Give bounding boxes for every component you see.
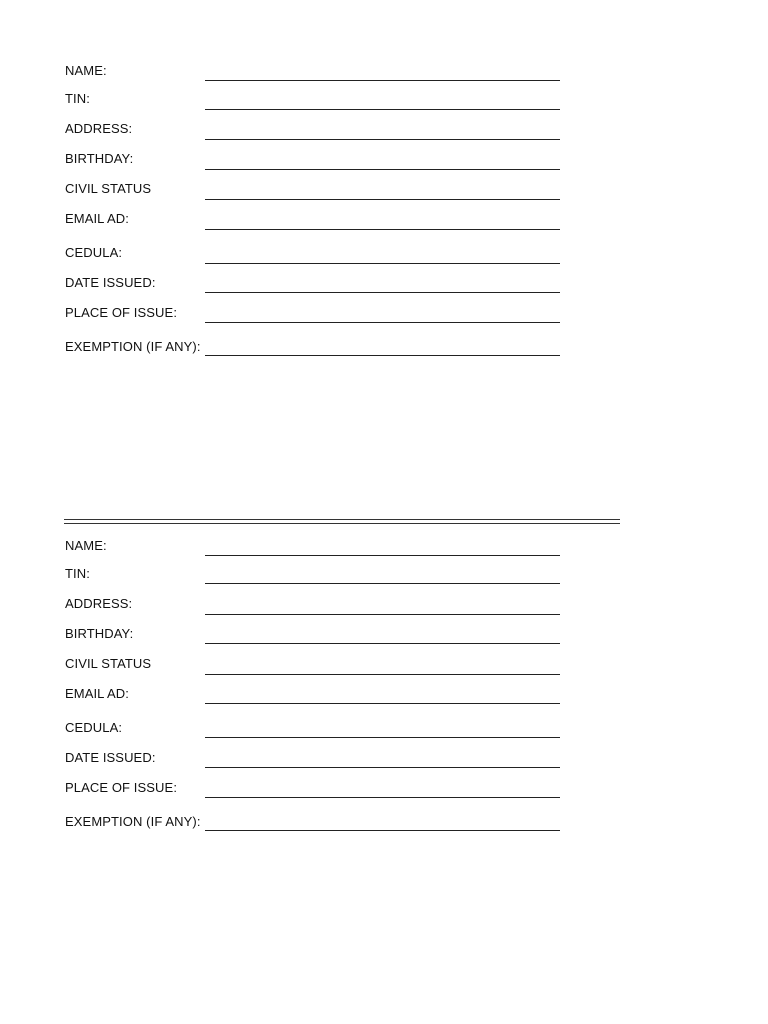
date-issued-label: DATE ISSUED: <box>65 750 156 765</box>
name-field[interactable] <box>205 555 560 556</box>
cedula-field[interactable] <box>205 737 560 738</box>
birthday-row <box>0 626 768 650</box>
birthday-label: BIRTHDAY: <box>65 626 134 641</box>
address-row <box>0 596 768 620</box>
place-of-issue-field[interactable] <box>205 797 560 798</box>
date-issued-field[interactable] <box>205 292 560 293</box>
birthday-field[interactable] <box>205 169 560 170</box>
cedula-label: CEDULA: <box>65 720 123 735</box>
exemption-row <box>0 814 768 838</box>
address-field[interactable] <box>205 614 560 615</box>
place-of-issue-row <box>0 305 768 329</box>
place-of-issue-row <box>0 780 768 804</box>
exemption-field[interactable] <box>205 830 560 831</box>
civil-status-field[interactable] <box>205 199 560 200</box>
date-issued-row <box>0 275 768 299</box>
email-label: EMAIL AD: <box>65 686 129 701</box>
cedula-label: CEDULA: <box>65 245 123 260</box>
name-label: NAME: <box>65 63 107 78</box>
civil-status-row <box>0 181 768 205</box>
date-issued-row <box>0 750 768 774</box>
civil-status-row <box>0 656 768 680</box>
double-line-separator <box>64 519 620 524</box>
exemption-field[interactable] <box>205 355 560 356</box>
tin-field[interactable] <box>205 583 560 584</box>
place-of-issue-label: PLACE OF ISSUE: <box>65 305 178 320</box>
date-issued-label: DATE ISSUED: <box>65 275 156 290</box>
place-of-issue-field[interactable] <box>205 322 560 323</box>
exemption-row <box>0 339 768 363</box>
birthday-row <box>0 151 768 175</box>
tin-row <box>0 566 768 590</box>
name-row <box>0 63 768 87</box>
birthday-label: BIRTHDAY: <box>65 151 134 166</box>
name-label: NAME: <box>65 538 107 553</box>
cedula-field[interactable] <box>205 263 560 264</box>
birthday-field[interactable] <box>205 643 560 644</box>
email-row <box>0 211 768 235</box>
date-issued-field[interactable] <box>205 767 560 768</box>
address-field[interactable] <box>205 139 560 140</box>
name-row <box>0 538 768 562</box>
email-field[interactable] <box>205 703 560 704</box>
civil-status-label: CIVIL STATUS <box>65 181 152 196</box>
tin-label: TIN: <box>65 566 90 581</box>
email-label: EMAIL AD: <box>65 211 129 226</box>
address-label: ADDRESS: <box>65 121 133 136</box>
name-field[interactable] <box>205 80 560 81</box>
exemption-label: EXEMPTION (IF ANY): <box>65 814 201 829</box>
exemption-label: EXEMPTION (IF ANY): <box>65 339 201 354</box>
email-field[interactable] <box>205 229 560 230</box>
email-row <box>0 686 768 710</box>
address-label: ADDRESS: <box>65 596 133 611</box>
cedula-row <box>0 245 768 269</box>
place-of-issue-label: PLACE OF ISSUE: <box>65 780 178 795</box>
tin-field[interactable] <box>205 109 560 110</box>
cedula-row <box>0 720 768 744</box>
civil-status-field[interactable] <box>205 674 560 675</box>
tin-row <box>0 91 768 115</box>
address-row <box>0 121 768 145</box>
civil-status-label: CIVIL STATUS <box>65 656 152 671</box>
tin-label: TIN: <box>65 91 90 106</box>
